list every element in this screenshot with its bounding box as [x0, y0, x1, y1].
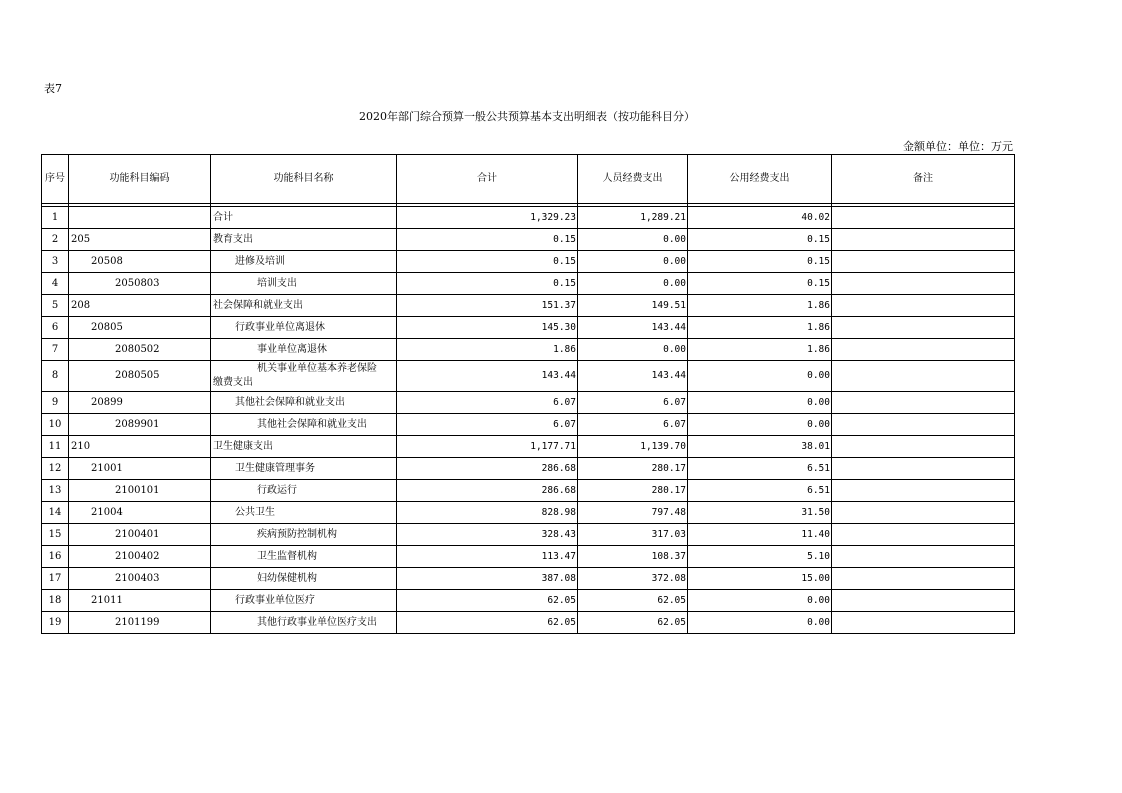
row-seq: 7 — [42, 339, 69, 361]
row-total: 62.05 — [397, 612, 578, 634]
row-seq: 10 — [42, 414, 69, 436]
row-code: 21004 — [69, 502, 211, 524]
row-total: 286.68 — [397, 480, 578, 502]
row-personnel: 280.17 — [578, 480, 688, 502]
row-code: 20899 — [69, 392, 211, 414]
row-remark — [832, 273, 1015, 295]
row-remark — [832, 207, 1015, 229]
row-personnel: 62.05 — [578, 590, 688, 612]
row-code: 2089901 — [69, 414, 211, 436]
row-seq: 17 — [42, 568, 69, 590]
row-public: 0.00 — [688, 414, 832, 436]
row-public: 15.00 — [688, 568, 832, 590]
row-personnel: 108.37 — [578, 546, 688, 568]
row-seq: 4 — [42, 273, 69, 295]
row-seq: 6 — [42, 317, 69, 339]
row-remark — [832, 414, 1015, 436]
row-seq: 3 — [42, 251, 69, 273]
row-seq: 12 — [42, 458, 69, 480]
table-number-label: 表7 — [44, 82, 62, 95]
table-row — [42, 524, 1015, 546]
row-name: 培训支出 — [211, 273, 397, 295]
row-public: 0.00 — [688, 361, 832, 392]
header-public: 公用经费支出 — [688, 155, 832, 204]
row-name: 进修及培训 — [211, 251, 397, 273]
row-public: 31.50 — [688, 502, 832, 524]
row-code: 2100403 — [69, 568, 211, 590]
row-personnel: 143.44 — [578, 317, 688, 339]
row-personnel: 0.00 — [578, 273, 688, 295]
row-remark — [832, 568, 1015, 590]
row-total: 62.05 — [397, 590, 578, 612]
row-seq: 11 — [42, 436, 69, 458]
row-remark — [832, 361, 1015, 392]
row-seq: 8 — [42, 361, 69, 392]
row-code: 2100402 — [69, 546, 211, 568]
table-header-row — [42, 155, 1015, 204]
row-total: 0.15 — [397, 273, 578, 295]
row-name: 妇幼保健机构 — [211, 568, 397, 590]
row-remark — [832, 392, 1015, 414]
row-name: 疾病预防控制机构 — [211, 524, 397, 546]
row-name: 卫生健康管理事务 — [211, 458, 397, 480]
row-remark — [832, 251, 1015, 273]
row-total: 1.86 — [397, 339, 578, 361]
row-name: 教育支出 — [211, 229, 397, 251]
table-row — [42, 612, 1015, 634]
table-row — [42, 273, 1015, 295]
row-name: 其他社会保障和就业支出 — [211, 414, 397, 436]
table-row — [42, 480, 1015, 502]
table-row — [42, 317, 1015, 339]
row-code: 2080505 — [69, 361, 211, 392]
header-total: 合计 — [397, 155, 578, 204]
row-remark — [832, 612, 1015, 634]
unit-label: 金额单位：单位：万元 — [903, 140, 1013, 153]
row-remark — [832, 458, 1015, 480]
row-public: 1.86 — [688, 317, 832, 339]
table-row — [42, 207, 1015, 229]
row-code: 20805 — [69, 317, 211, 339]
row-remark — [832, 317, 1015, 339]
table-row — [42, 229, 1015, 251]
row-public: 0.00 — [688, 612, 832, 634]
row-code: 210 — [69, 436, 211, 458]
table-row — [42, 590, 1015, 612]
row-seq: 16 — [42, 546, 69, 568]
row-name-line1: 机关事业单位基本养老保险 — [257, 363, 377, 374]
row-public: 0.00 — [688, 392, 832, 414]
row-personnel: 6.07 — [578, 392, 688, 414]
row-personnel: 6.07 — [578, 414, 688, 436]
row-seq: 9 — [42, 392, 69, 414]
row-seq: 2 — [42, 229, 69, 251]
table-row — [42, 414, 1015, 436]
row-seq: 13 — [42, 480, 69, 502]
row-seq: 5 — [42, 295, 69, 317]
row-personnel: 1,139.70 — [578, 436, 688, 458]
row-name: 行政事业单位离退休 — [211, 317, 397, 339]
row-personnel: 317.03 — [578, 524, 688, 546]
row-total: 0.15 — [397, 251, 578, 273]
row-personnel: 797.48 — [578, 502, 688, 524]
row-personnel: 62.05 — [578, 612, 688, 634]
row-public: 38.01 — [688, 436, 832, 458]
table-row — [42, 251, 1015, 273]
table-row — [42, 295, 1015, 317]
row-seq: 1 — [42, 207, 69, 229]
row-total: 113.47 — [397, 546, 578, 568]
row-personnel: 280.17 — [578, 458, 688, 480]
row-personnel: 149.51 — [578, 295, 688, 317]
row-name: 卫生监督机构 — [211, 546, 397, 568]
row-name: 社会保障和就业支出 — [211, 295, 397, 317]
header-seq: 序号 — [42, 155, 69, 204]
row-public: 11.40 — [688, 524, 832, 546]
row-public: 1.86 — [688, 339, 832, 361]
row-remark — [832, 502, 1015, 524]
row-code: 2101199 — [69, 612, 211, 634]
row-seq: 19 — [42, 612, 69, 634]
row-remark — [832, 229, 1015, 251]
row-code: 2080502 — [69, 339, 211, 361]
row-public: 1.86 — [688, 295, 832, 317]
row-total: 6.07 — [397, 414, 578, 436]
row-personnel: 372.08 — [578, 568, 688, 590]
row-name-line2: 缴费支出 — [213, 377, 253, 388]
row-name: 公共卫生 — [211, 502, 397, 524]
row-code: 20508 — [69, 251, 211, 273]
row-remark — [832, 590, 1015, 612]
row-total: 143.44 — [397, 361, 578, 392]
table-row — [42, 361, 1015, 392]
row-public: 0.00 — [688, 590, 832, 612]
row-public: 6.51 — [688, 458, 832, 480]
table-row — [42, 546, 1015, 568]
header-remark: 备注 — [832, 155, 1015, 204]
header-name: 功能科目名称 — [211, 155, 397, 204]
row-total: 1,177.71 — [397, 436, 578, 458]
row-public: 0.15 — [688, 273, 832, 295]
table-row — [42, 436, 1015, 458]
table-row — [42, 392, 1015, 414]
row-code: 2100101 — [69, 480, 211, 502]
row-total: 286.68 — [397, 458, 578, 480]
row-name: 行政事业单位医疗 — [211, 590, 397, 612]
row-seq: 15 — [42, 524, 69, 546]
header-code: 功能科目编码 — [69, 155, 211, 204]
row-personnel: 0.00 — [578, 251, 688, 273]
row-total: 828.98 — [397, 502, 578, 524]
row-code: 21001 — [69, 458, 211, 480]
row-public: 0.15 — [688, 229, 832, 251]
table-row — [42, 568, 1015, 590]
row-public: 0.15 — [688, 251, 832, 273]
row-personnel: 1,289.21 — [578, 207, 688, 229]
row-total: 0.15 — [397, 229, 578, 251]
row-name: 卫生健康支出 — [211, 436, 397, 458]
budget-table — [41, 154, 1015, 634]
table-row — [42, 458, 1015, 480]
row-remark — [832, 339, 1015, 361]
row-seq: 18 — [42, 590, 69, 612]
row-total: 151.37 — [397, 295, 578, 317]
row-name — [211, 361, 397, 392]
row-name: 其他社会保障和就业支出 — [211, 392, 397, 414]
row-seq: 14 — [42, 502, 69, 524]
row-code: 2100401 — [69, 524, 211, 546]
page-title: 2020年部门综合预算一般公共预算基本支出明细表（按功能科目分） — [359, 110, 695, 123]
row-remark — [832, 480, 1015, 502]
row-name: 事业单位离退休 — [211, 339, 397, 361]
row-name: 其他行政事业单位医疗支出 — [211, 612, 397, 634]
table-row — [42, 502, 1015, 524]
row-remark — [832, 295, 1015, 317]
row-name: 合计 — [211, 207, 397, 229]
row-code: 205 — [69, 229, 211, 251]
table-row — [42, 339, 1015, 361]
row-total: 1,329.23 — [397, 207, 578, 229]
row-remark — [832, 436, 1015, 458]
row-total: 387.08 — [397, 568, 578, 590]
row-code: 2050803 — [69, 273, 211, 295]
row-code: 21011 — [69, 590, 211, 612]
row-code — [69, 207, 211, 229]
row-personnel: 0.00 — [578, 339, 688, 361]
row-total: 328.43 — [397, 524, 578, 546]
row-public: 6.51 — [688, 480, 832, 502]
row-remark — [832, 524, 1015, 546]
row-code: 208 — [69, 295, 211, 317]
row-total: 6.07 — [397, 392, 578, 414]
row-public: 5.10 — [688, 546, 832, 568]
row-public: 40.02 — [688, 207, 832, 229]
row-total: 145.30 — [397, 317, 578, 339]
row-remark — [832, 546, 1015, 568]
row-name: 行政运行 — [211, 480, 397, 502]
header-personnel: 人员经费支出 — [578, 155, 688, 204]
row-personnel: 143.44 — [578, 361, 688, 392]
row-personnel: 0.00 — [578, 229, 688, 251]
